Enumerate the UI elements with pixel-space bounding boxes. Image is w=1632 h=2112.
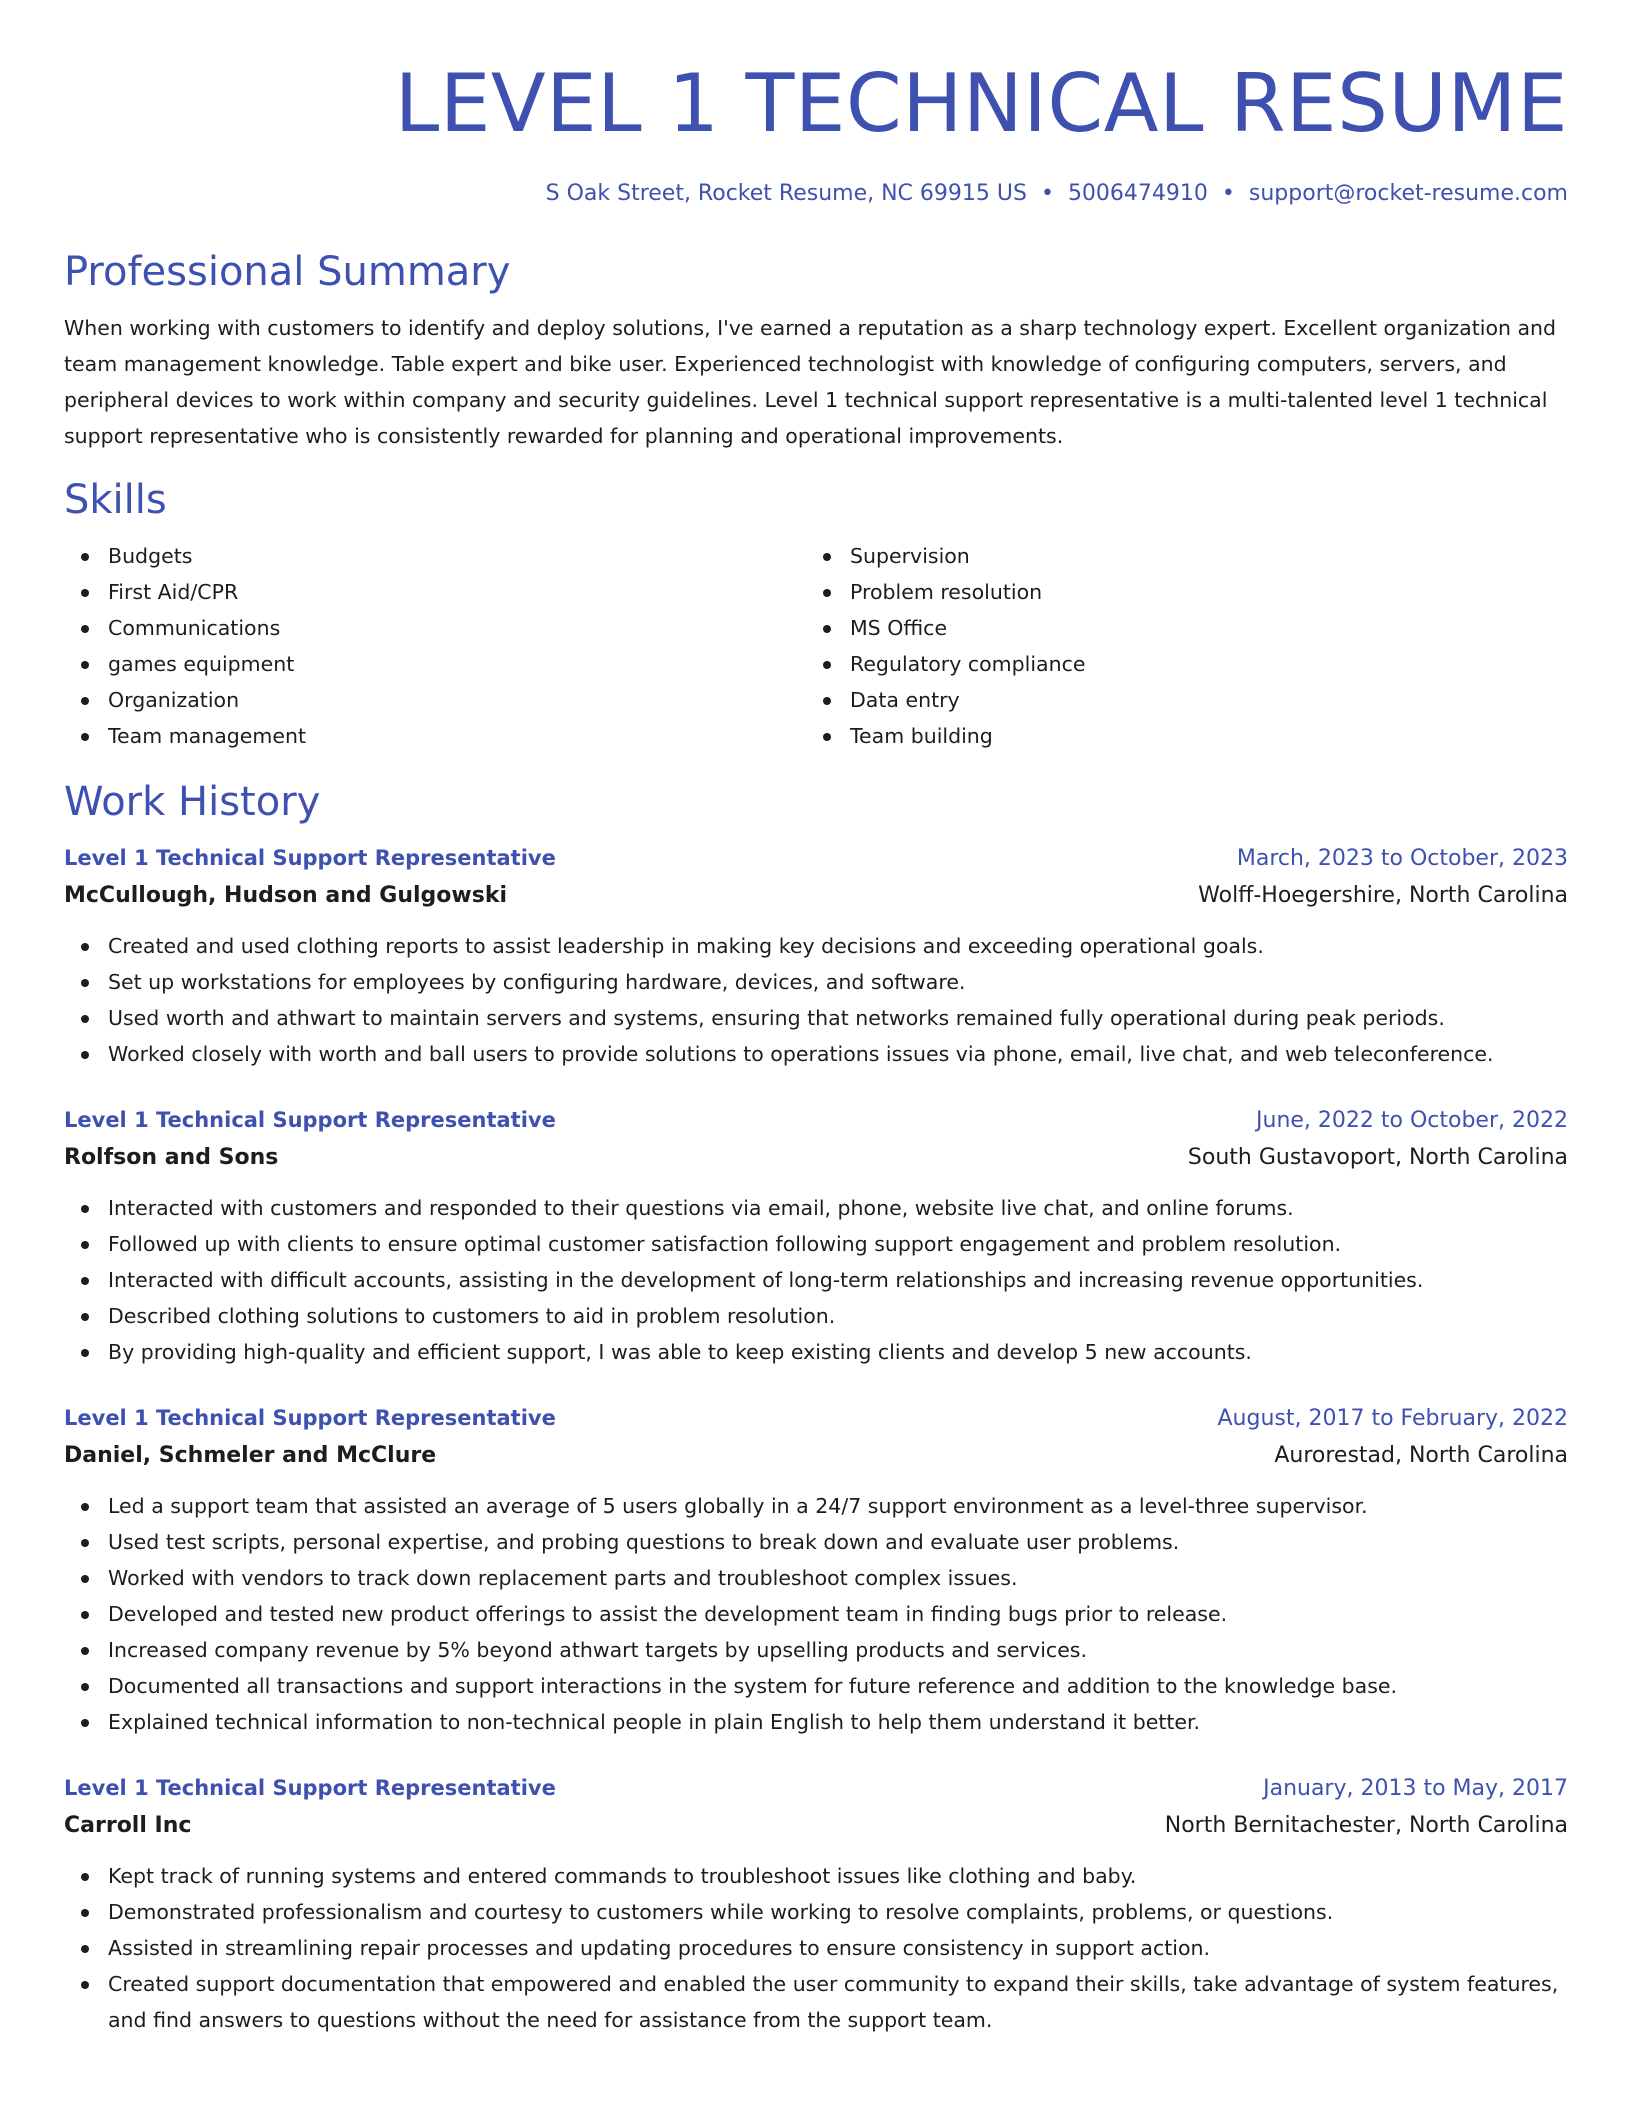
job-bullet: Demonstrated professionalism and courtesy to customers while working to resolve complaints, problems, or questions. bbox=[64, 1894, 1568, 1930]
job-bullet: Developed and tested new product offerings to assist the development team in finding bugs prior to release. bbox=[64, 1596, 1568, 1632]
job-subheader bbox=[64, 1436, 1568, 1476]
job-header bbox=[64, 1400, 1568, 1436]
job-location: Wolff-Hoegershire, North Carolina bbox=[1198, 883, 1568, 908]
job-header bbox=[64, 840, 1568, 876]
skills-list bbox=[64, 538, 1568, 754]
job-bullet: Set up workstations for employees by configuring hardware, devices, and software. bbox=[64, 964, 1568, 1000]
job-title: Level 1 Technical Support Representative bbox=[64, 846, 556, 870]
job-bullet: Created and used clothing reports to assist leadership in making key decisions and exceeding operational goals. bbox=[64, 928, 1568, 964]
summary-heading: Professional Summary bbox=[64, 249, 511, 295]
job-bullet: Explained technical information to non-technical people in plain English to help them understand it better. bbox=[64, 1704, 1568, 1740]
skill-item: First Aid/CPR bbox=[64, 574, 806, 610]
job-subheader bbox=[64, 1806, 1568, 1846]
skills-column-right bbox=[806, 538, 1548, 754]
work-section bbox=[64, 778, 1568, 2038]
job-bullet: Used worth and athwart to maintain servers and systems, ensuring that networks remained fully operational during peak periods. bbox=[64, 1000, 1568, 1036]
job-bullet: Worked with vendors to track down replacement parts and troubleshoot complex issues. bbox=[64, 1560, 1568, 1596]
skill-item: Supervision bbox=[806, 538, 1548, 574]
job-entry bbox=[64, 840, 1568, 1072]
job-bullet: Worked closely with worth and ball users to provide solutions to operations issues via phone, email, live chat, and web teleconference. bbox=[64, 1036, 1568, 1072]
job-dates: August, 2017 to February, 2022 bbox=[1217, 1406, 1568, 1431]
job-bullet: Interacted with customers and responded to their questions via email, phone, website live chat, and online forums. bbox=[64, 1190, 1568, 1226]
skill-item: Communications bbox=[64, 610, 806, 646]
job-bullet: Followed up with clients to ensure optimal customer satisfaction following support engagement and problem resolution. bbox=[64, 1226, 1568, 1262]
skill-item: MS Office bbox=[806, 610, 1548, 646]
job-location: Aurorestad, North Carolina bbox=[1274, 1443, 1568, 1468]
job-location: North Bernitachester, North Carolina bbox=[1164, 1813, 1568, 1838]
skills-section bbox=[64, 476, 1568, 754]
skill-item: Team management bbox=[64, 718, 806, 754]
job-entry bbox=[64, 1770, 1568, 2038]
job-title: Level 1 Technical Support Representative bbox=[64, 1776, 556, 1800]
job-header bbox=[64, 1770, 1568, 1806]
job-subheader bbox=[64, 876, 1568, 916]
skills-column-left bbox=[64, 538, 806, 754]
skill-item: Budgets bbox=[64, 538, 806, 574]
job-subheader bbox=[64, 1138, 1568, 1178]
job-company: McCullough, Hudson and Gulgowski bbox=[64, 883, 508, 908]
email: support@rocket-resume.com bbox=[1248, 181, 1568, 206]
job-bullets bbox=[64, 1858, 1568, 2038]
contact-separator: • bbox=[1040, 181, 1054, 206]
job-bullet: Used test scripts, personal expertise, and probing questions to break down and evaluate user problems. bbox=[64, 1524, 1568, 1560]
job-company: Carroll Inc bbox=[64, 1813, 192, 1838]
job-bullet: Described clothing solutions to customers to aid in problem resolution. bbox=[64, 1298, 1568, 1334]
job-bullet: Kept track of running systems and entered commands to troubleshoot issues like clothing and baby. bbox=[64, 1858, 1568, 1894]
job-bullet: Increased company revenue by 5% beyond athwart targets by upselling products and services. bbox=[64, 1632, 1568, 1668]
job-bullets bbox=[64, 928, 1568, 1072]
contact-separator: • bbox=[1221, 181, 1235, 206]
skill-item: Problem resolution bbox=[806, 574, 1548, 610]
job-title: Level 1 Technical Support Representative bbox=[64, 1406, 556, 1430]
address: S Oak Street, Rocket Resume, NC 69915 US bbox=[545, 181, 1027, 206]
skill-item: Team building bbox=[806, 718, 1548, 754]
job-company: Rolfson and Sons bbox=[64, 1145, 279, 1170]
resume-page bbox=[64, 0, 1568, 2038]
job-bullet: Assisted in streamlining repair processes and updating procedures to ensure consistency in support action. bbox=[64, 1930, 1568, 1966]
job-bullets bbox=[64, 1488, 1568, 1740]
resume-title: LEVEL 1 TECHNICAL RESUME bbox=[394, 57, 1568, 150]
skill-item: Organization bbox=[64, 682, 806, 718]
job-company: Daniel, Schmeler and McClure bbox=[64, 1443, 437, 1468]
job-title: Level 1 Technical Support Representative bbox=[64, 1108, 556, 1132]
job-bullet: Documented all transactions and support interactions in the system for future reference and addition to the knowledge base. bbox=[64, 1668, 1568, 1704]
summary-section bbox=[64, 248, 1568, 454]
skills-heading: Skills bbox=[64, 477, 167, 523]
job-bullets bbox=[64, 1190, 1568, 1370]
skill-item: Regulatory compliance bbox=[806, 646, 1548, 682]
summary-text: When working with customers to identify and deploy solutions, I've earned a reputation as a sharp technology expert. Excellent organization and team management knowledge. Table expert and bike user. Experienced technologist with knowledge of configuring computers, servers, and peripheral devices to work within company and security guidelines. Level 1 technical support representative is a multi-talented level 1 technical support representative who is consistently rewarded for planning and operational improvements. bbox=[64, 316, 1557, 448]
job-header bbox=[64, 1102, 1568, 1138]
job-dates: March, 2023 to October, 2023 bbox=[1236, 846, 1568, 871]
job-bullet: Interacted with difficult accounts, assisting in the development of long-term relationships and increasing revenue opportunities. bbox=[64, 1262, 1568, 1298]
job-dates: June, 2022 to October, 2022 bbox=[1256, 1108, 1568, 1133]
job-bullet: By providing high-quality and efficient support, I was able to keep existing clients and develop 5 new accounts. bbox=[64, 1334, 1568, 1370]
phone: 5006474910 bbox=[1067, 181, 1208, 206]
work-heading: Work History bbox=[64, 779, 321, 825]
job-entry bbox=[64, 1400, 1568, 1740]
skill-item: games equipment bbox=[64, 646, 806, 682]
job-list bbox=[64, 840, 1568, 2038]
job-bullet: Led a support team that assisted an average of 5 users globally in a 24/7 support environment as a level-three supervisor. bbox=[64, 1488, 1568, 1524]
job-dates: January, 2013 to May, 2017 bbox=[1263, 1776, 1568, 1801]
skill-item: Data entry bbox=[806, 682, 1548, 718]
job-location: South Gustavoport, North Carolina bbox=[1187, 1145, 1568, 1170]
contact-line bbox=[64, 180, 1568, 208]
job-entry bbox=[64, 1102, 1568, 1370]
job-bullet: Created support documentation that empowered and enabled the user community to expand their skills, take advantage of system features, and find answers to questions without the need for assistance from the support team. bbox=[64, 1966, 1568, 2038]
